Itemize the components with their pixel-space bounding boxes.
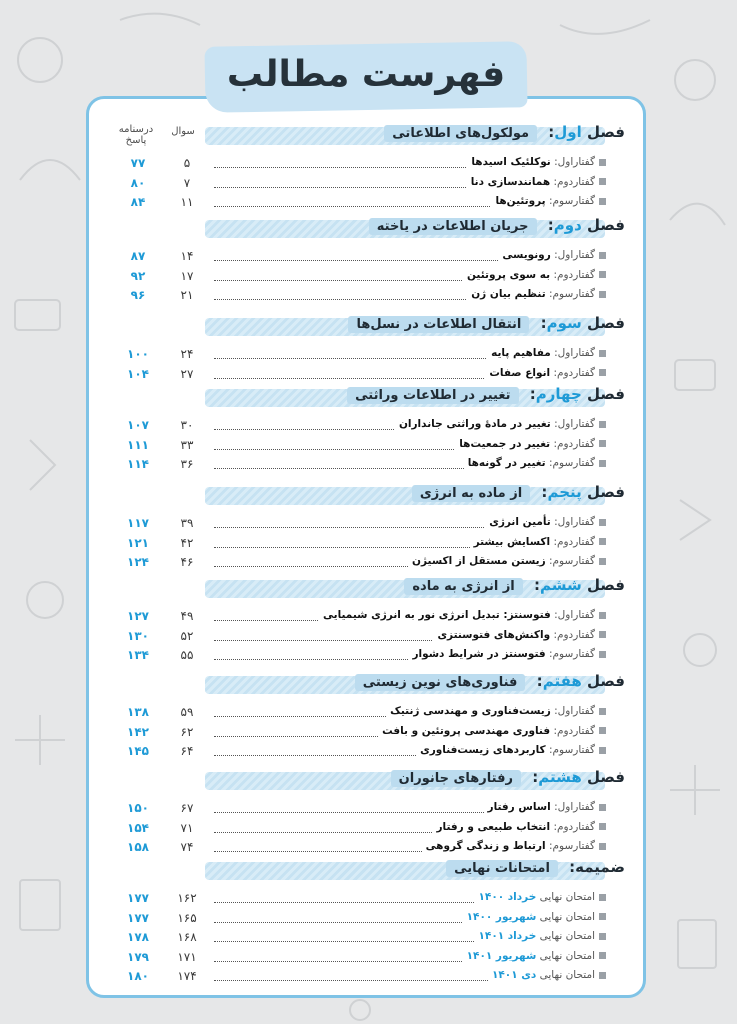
question-page-number: ۳۰	[180, 418, 194, 432]
chapter-title: فصل هفتم: فناوری‌های نوین زیستی	[355, 672, 625, 691]
chapter-subtitle: تغییر در اطلاعات وراثتی	[347, 387, 518, 404]
answer-page-number: ۱۵۴	[127, 820, 149, 835]
chapter-header	[205, 670, 625, 698]
toc-row[interactable]	[110, 609, 606, 627]
answer-page-number: ۱۲۱	[127, 535, 149, 550]
chapter-title: فصل اول: مولکول‌های اطلاعاتی	[384, 123, 625, 142]
lesson-title	[433, 821, 606, 833]
question-page-number: ۵	[183, 156, 191, 170]
chapter-header	[205, 856, 625, 884]
lesson-text: خرداد ۱۴۰۰	[478, 891, 537, 903]
dot-leader	[214, 547, 506, 548]
lesson-label: گفتاردوم:	[553, 175, 595, 188]
answer-page-number: ۱۴۵	[127, 744, 149, 758]
bullet-square-icon	[599, 804, 606, 811]
dot-leader	[214, 206, 506, 207]
lesson-text: خرداد ۱۴۰۱	[478, 930, 537, 942]
lesson-label: گفتارسوم:	[548, 288, 595, 300]
answer-page-number: ۱۷۷	[127, 910, 149, 925]
chapter-number: اول	[554, 123, 582, 141]
lesson-text: تغییر در جمعیت‌ها	[459, 437, 551, 450]
lesson-title	[422, 840, 606, 852]
lesson-text: زیستن مستقل از اکسیژن	[412, 555, 546, 567]
lesson-text: انواع صفات	[489, 366, 551, 379]
answer-page-number: ۸۷	[130, 249, 146, 263]
chapter-header	[205, 481, 625, 509]
chapter-label: فصل	[581, 385, 625, 403]
chapter-number: هفتم	[542, 672, 582, 690]
question-page-number: ۷	[183, 175, 191, 190]
question-page-number: ۳۶	[180, 457, 194, 471]
lesson-title	[467, 176, 606, 188]
lesson-label: گفتاردوم:	[553, 628, 595, 641]
question-page-number: ۱۷	[180, 268, 194, 283]
dot-leader	[214, 941, 506, 942]
lesson-title	[433, 629, 606, 641]
lesson-label: گفتارسوم:	[548, 744, 595, 756]
lesson-title	[488, 969, 606, 981]
chapter-subtitle: فناوری‌های نوین زیستی	[355, 674, 526, 691]
lesson-text: انتخاب طبیعی و رفتار	[436, 820, 551, 833]
toc-row[interactable]	[110, 269, 606, 287]
answer-page-number: ۱۲۴	[127, 555, 149, 569]
bullet-square-icon	[599, 894, 606, 901]
bullet-square-icon	[599, 271, 606, 278]
lesson-label: گفتاراول:	[554, 249, 595, 261]
lesson-text: مفاهیم پایه	[491, 347, 551, 359]
lesson-title	[491, 195, 606, 207]
toc-row[interactable]	[110, 950, 606, 968]
chapter-label: فصل	[581, 483, 625, 501]
lesson-title	[485, 516, 606, 528]
lesson-text: زیست‌فناوری و مهندسی ژنتیک	[390, 705, 551, 717]
question-page-number: ۱۷۱	[177, 949, 197, 964]
lesson-label: امتحان نهایی	[539, 969, 595, 981]
toc-row[interactable]	[110, 195, 606, 213]
chapter-number: دوم	[553, 216, 582, 234]
lesson-label: گفتاراول:	[554, 516, 595, 528]
question-page-number: ۴۲	[180, 535, 194, 550]
chapter-number: سوم	[546, 314, 582, 332]
lesson-text: ارتباط و زندگی گروهی	[425, 840, 546, 852]
chapter-label: فصل	[581, 216, 625, 234]
answer-page-number: ۷۷	[130, 156, 146, 170]
dot-leader	[214, 527, 506, 528]
bullet-square-icon	[599, 440, 606, 447]
answer-page-number: ۱۷۸	[127, 930, 149, 944]
toc-row[interactable]	[110, 744, 606, 762]
toc-row[interactable]	[110, 418, 606, 436]
answer-page-number: ۸۴	[130, 195, 146, 209]
question-page-number: ۱۶۲	[177, 891, 197, 905]
lesson-title	[408, 555, 606, 567]
lesson-text: پروتئین‌ها	[495, 195, 546, 207]
chapter-subtitle: مولکول‌های اطلاعاتی	[384, 125, 537, 142]
lesson-label: گفتارسوم:	[548, 555, 595, 567]
question-page-number: ۱۷۴	[177, 969, 197, 983]
lesson-label: امتحان نهایی	[539, 891, 595, 903]
answer-page-number: ۱۷۹	[127, 949, 149, 964]
chapter-label: فصل	[581, 123, 625, 141]
toc-row[interactable]	[110, 536, 606, 554]
question-page-number: ۵۲	[180, 628, 194, 643]
answer-page-number: ۱۱۱	[127, 437, 149, 452]
lesson-title	[455, 438, 606, 450]
chapter-subtitle: جریان اطلاعات در یاخته	[369, 218, 537, 235]
lesson-text: اساس رفتار	[487, 801, 551, 813]
toc-row[interactable]	[110, 457, 606, 475]
question-page-number: ۶۲	[180, 724, 194, 739]
lesson-label: گفتاردوم:	[553, 366, 595, 379]
bullet-square-icon	[599, 558, 606, 565]
dot-leader	[214, 358, 506, 359]
toc-row[interactable]	[110, 516, 606, 534]
bullet-square-icon	[599, 350, 606, 357]
answer-page-number: ۱۵۸	[127, 840, 149, 854]
answer-page-number: ۱۷۷	[127, 891, 149, 905]
answer-page-number: ۹۲	[130, 268, 146, 283]
lesson-text: اکسایش بیشتر	[473, 535, 551, 548]
lesson-title	[416, 744, 606, 756]
question-page-number: ۶۴	[180, 744, 194, 758]
lesson-text: همانندسازی دنا	[470, 175, 551, 188]
question-page-number: ۲۷	[180, 366, 194, 381]
bullet-square-icon	[599, 727, 606, 734]
lesson-text: کاربردهای زیست‌فناوری	[420, 744, 546, 756]
dot-leader	[214, 299, 506, 300]
answer-page-number: ۱۱۷	[127, 516, 149, 530]
lesson-text: فتوسنتز: تبدیل انرژی نور به انرژی شیمیایی	[323, 609, 551, 621]
chapter-subtitle: از ماده به انرژی	[412, 485, 530, 502]
dot-leader	[214, 468, 506, 469]
dot-leader	[214, 902, 506, 903]
chapter-header	[205, 766, 625, 794]
lesson-label: گفتاردوم:	[553, 535, 595, 548]
bullet-square-icon	[599, 823, 606, 830]
bullet-square-icon	[599, 843, 606, 850]
bullet-square-icon	[599, 651, 606, 658]
lesson-label: گفتارسوم:	[548, 648, 595, 660]
lesson-text: فناوری مهندسی پروتئین و بافت	[382, 724, 551, 737]
bullet-square-icon	[599, 913, 606, 920]
answer-page-number: ۹۶	[130, 288, 146, 302]
lesson-title	[475, 891, 607, 903]
bullet-square-icon	[599, 747, 606, 754]
lesson-label: گفتاراول:	[554, 801, 595, 813]
bullet-square-icon	[599, 178, 606, 185]
toc-row[interactable]	[110, 705, 606, 723]
bullet-square-icon	[599, 519, 606, 526]
question-page-number: ۲۱	[180, 288, 194, 302]
lesson-text: شهریور ۱۴۰۱	[466, 949, 537, 962]
lesson-title	[408, 648, 606, 660]
toc-row[interactable]	[110, 156, 606, 174]
chapter-label: فصل	[581, 576, 625, 594]
lesson-text: واکنش‌های فتوسنتزی	[437, 628, 551, 641]
lesson-label: گفتارسوم:	[548, 457, 595, 469]
bullet-square-icon	[599, 369, 606, 376]
question-page-number: ۱۱	[180, 195, 194, 209]
chapter-title	[446, 858, 625, 877]
bullet-square-icon	[599, 933, 606, 940]
toc-row[interactable]	[110, 629, 606, 647]
answer-page-number: ۱۱۴	[127, 457, 149, 471]
answer-page-number: ۱۰۷	[127, 418, 149, 432]
chapter-subtitle: امتحانات نهایی	[446, 860, 558, 877]
lesson-text: دی ۱۴۰۱	[491, 969, 537, 981]
toc-row[interactable]	[110, 176, 606, 194]
question-page-number: ۳۳	[180, 437, 194, 452]
chapter-header	[205, 121, 625, 149]
lesson-title	[386, 705, 606, 717]
lesson-title	[485, 367, 606, 379]
toc-row[interactable]	[110, 891, 606, 909]
lesson-text: شهریور ۱۴۰۰	[466, 910, 537, 923]
question-page-number: ۱۶۵	[177, 910, 197, 925]
question-page-number: ۴۹	[180, 609, 194, 623]
answer-page-number: ۱۰۰	[127, 347, 149, 361]
chapter-label: فصل	[581, 314, 625, 332]
lesson-text: تنظیم بیان ژن	[471, 288, 546, 300]
toc-row[interactable]	[110, 249, 606, 267]
lesson-label: گفتاراول:	[554, 609, 595, 621]
chapter-title: فصل دوم: جریان اطلاعات در یاخته	[369, 216, 625, 235]
question-page-number: ۲۴	[180, 347, 194, 361]
dot-leader	[214, 378, 506, 379]
toc-row[interactable]	[110, 555, 606, 573]
dot-leader	[214, 980, 506, 981]
question-page-number: ۳۹	[180, 516, 194, 530]
lesson-text: نوکلئیک اسیدها	[471, 156, 551, 168]
chapter-number: ششم	[540, 576, 582, 594]
dot-leader	[214, 167, 506, 168]
chapter-title: فصل چهارم: تغییر در اطلاعات وراثتی	[347, 385, 625, 404]
answer-page-number: ۱۵۰	[127, 801, 149, 815]
lesson-title	[498, 249, 606, 261]
bullet-square-icon	[599, 159, 606, 166]
dot-leader	[214, 812, 506, 813]
lesson-label: امتحان نهایی	[539, 949, 595, 962]
toc-row[interactable]	[110, 821, 606, 839]
lesson-label: امتحان نهایی	[539, 910, 595, 923]
question-page-number: ۷۱	[180, 820, 194, 835]
lesson-title	[463, 911, 606, 923]
answer-page-number: ۱۰۴	[127, 366, 149, 381]
question-page-number: ۵۵	[180, 648, 194, 662]
lesson-label: گفتارسوم:	[548, 840, 595, 852]
chapter-label: فصل	[581, 672, 625, 690]
bullet-square-icon	[599, 952, 606, 959]
bullet-square-icon	[599, 460, 606, 467]
toc-row[interactable]	[110, 911, 606, 929]
lesson-label: گفتاردوم:	[553, 437, 595, 450]
chapter-title: فصل ششم: از انرژی به ماده	[404, 576, 625, 595]
toc-row[interactable]	[110, 367, 606, 385]
lesson-label: گفتاراول:	[554, 418, 595, 430]
lesson-title	[467, 288, 606, 300]
answer-page-number: ۸۰	[130, 175, 146, 190]
chapter-header	[205, 214, 625, 242]
answer-column-header: درسنامه پاسخ	[118, 124, 154, 146]
page-title: فهرست مطالب	[226, 54, 506, 95]
answer-page-number: ۱۳۰	[127, 628, 149, 643]
answer-page-number: ۱۸۰	[127, 969, 149, 983]
lesson-text: رونویسی	[502, 249, 551, 261]
chapter-subtitle: از انرژی به ماده	[404, 578, 522, 595]
answer-page-number: ۱۳۴	[127, 648, 149, 662]
toc-row[interactable]	[110, 438, 606, 456]
bullet-square-icon	[599, 708, 606, 715]
chapter-number: هشتم	[538, 768, 582, 786]
question-page-number: ۴۶	[180, 555, 194, 569]
lesson-label: گفتاراول:	[554, 347, 595, 359]
lesson-title	[470, 536, 606, 548]
lesson-title	[395, 418, 606, 430]
toc-row[interactable]	[110, 725, 606, 743]
question-page-number: ۱۶۸	[177, 930, 197, 944]
question-page-number: ۶۷	[180, 801, 194, 815]
toc-row[interactable]	[110, 930, 606, 948]
dot-leader	[214, 187, 506, 188]
lesson-label: گفتاردوم:	[553, 268, 595, 281]
lesson-title	[463, 950, 606, 962]
toc-row[interactable]	[110, 347, 606, 365]
answer-page-number: ۱۴۲	[127, 724, 149, 739]
lesson-text: به سوی پروتئین	[466, 268, 551, 281]
question-page-number: ۱۴	[180, 249, 194, 263]
bullet-square-icon	[599, 612, 606, 619]
chapter-title: فصل سوم: انتقال اطلاعات در نسل‌ها	[348, 314, 625, 333]
chapter-title: فصل هشتم: رفتارهای جانوران	[391, 768, 625, 787]
question-page-number: ۵۹	[180, 705, 194, 719]
lesson-title	[487, 347, 606, 359]
dot-leader	[214, 260, 506, 261]
chapter-header	[205, 383, 625, 411]
bullet-square-icon	[599, 972, 606, 979]
chapter-header	[205, 574, 625, 602]
answer-page-number: ۱۳۸	[127, 705, 149, 719]
bullet-square-icon	[599, 631, 606, 638]
lesson-text: تغییر در مادهٔ وراثتی جانداران	[398, 418, 551, 430]
lesson-label: گفتاردوم:	[553, 820, 595, 833]
lesson-title	[475, 930, 607, 942]
chapter-number: پنجم	[547, 483, 582, 501]
chapter-subtitle: رفتارهای جانوران	[391, 770, 521, 787]
bullet-square-icon	[599, 291, 606, 298]
lesson-title	[319, 609, 606, 621]
toc-row[interactable]	[110, 801, 606, 819]
chapter-header	[205, 312, 625, 340]
lesson-title	[463, 269, 606, 281]
bullet-square-icon	[599, 538, 606, 545]
bullet-square-icon	[599, 198, 606, 205]
question-column-header: سوال	[171, 126, 195, 137]
lesson-title	[484, 801, 606, 813]
lesson-title	[467, 156, 606, 168]
toc-row[interactable]	[110, 288, 606, 306]
lesson-label: گفتاراول:	[554, 156, 595, 168]
lesson-title	[378, 725, 606, 737]
chapter-label: ضمیمه:	[563, 858, 625, 876]
chapter-number: چهارم	[535, 385, 582, 403]
lesson-text: فتوسنتز در شرایط دشوار	[412, 648, 546, 660]
lesson-text: تغییر در گونه‌ها	[467, 457, 546, 469]
lesson-title	[464, 457, 606, 469]
lesson-label: امتحان نهایی	[539, 930, 595, 942]
answer-page-number: ۱۲۷	[127, 609, 149, 623]
toc-row[interactable]	[110, 648, 606, 666]
chapter-label: فصل	[581, 768, 625, 786]
lesson-label: گفتاراول:	[554, 705, 595, 717]
bullet-square-icon	[599, 252, 606, 259]
lesson-text: تأمین انرژی	[489, 516, 551, 528]
toc-row[interactable]	[110, 969, 606, 987]
title-banner	[205, 44, 527, 110]
chapter-title: فصل پنجم: از ماده به انرژی	[412, 483, 625, 502]
question-page-number: ۷۴	[180, 840, 194, 854]
bullet-square-icon	[599, 421, 606, 428]
chapter-subtitle: انتقال اطلاعات در نسل‌ها	[348, 316, 529, 333]
lesson-label: گفتاردوم:	[553, 724, 595, 737]
lesson-label: گفتارسوم:	[548, 195, 595, 207]
